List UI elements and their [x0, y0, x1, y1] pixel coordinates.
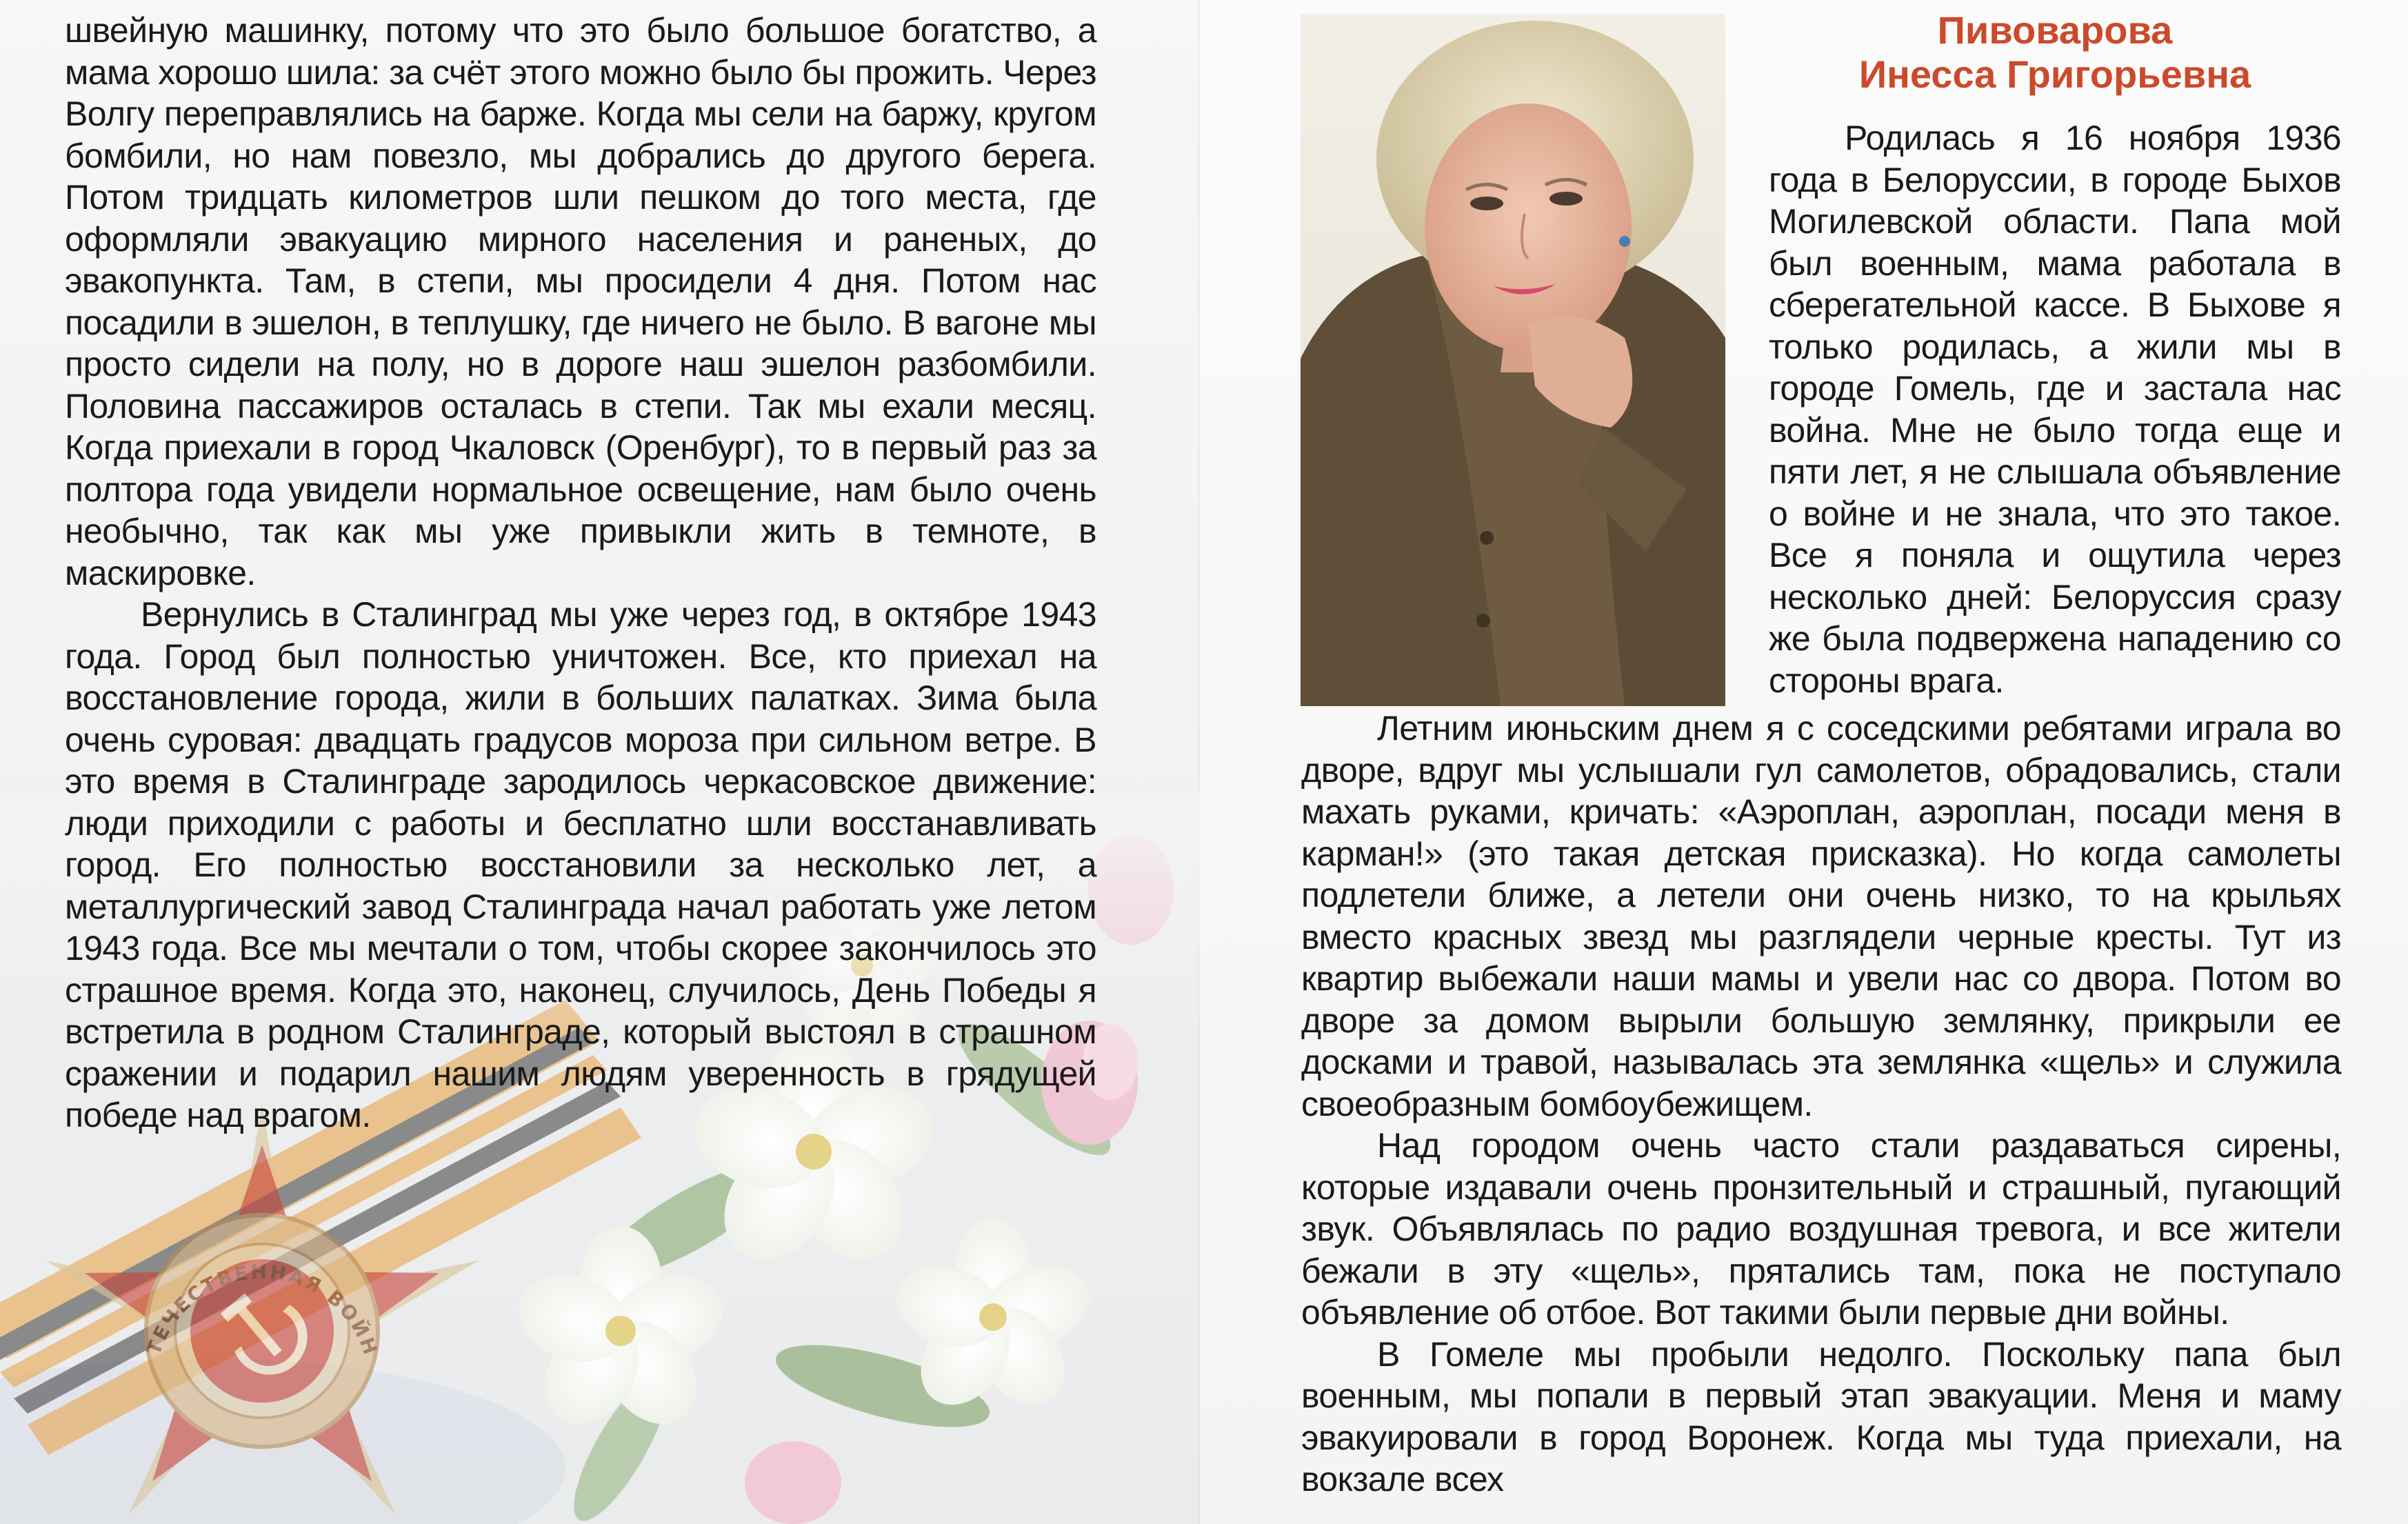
- portrait-photo: [1301, 14, 1725, 706]
- left-page: [0, 0, 1200, 1524]
- right-page: [1200, 0, 2408, 1524]
- person-name-title: [1855, 8, 2255, 97]
- right-paragraph-3: В Гомеле мы пробыли недолго. Поскольку папа был военным, мы попали в первый этап эвакуации. Меня и маму эвакуировали в город Воронеж. Когда мы туда приехали, на вокзале всех: [1301, 1334, 2341, 1498]
- left-page-text: [65, 10, 1096, 1136]
- intro-text: [1769, 117, 2341, 701]
- first-name-patronymic: Инесса Григорьевна: [1858, 52, 2251, 96]
- left-paragraph-1: швейную машинку, потому что это было большое богатство, а мама хорошо шила: за счёт этого можно было бы прожить. Через Волгу переправлялись на барже. Когда мы сели на баржу, кругом бомбили, но нам повезло, мы добрались до другого берега. Потом тридцать километров шли пешком до того места, где оформляли эвакуацию мирного населения и раненых, до эвакопункта. Там, в степи, мы просидели 4 дня. Потом нас посадили в эшелон, в теплушку, где ничего не было. В вагоне мы просто сидели на полу, но в дороге наш эшелон разбомбили. Половина пассажиров осталась в степи. Так мы ехали месяц. Когда приехали в город Чкаловск (Оренбург), то в первый раз за полтора года увидели нормальное освещение, нам было очень необычно, так как мы уже привыкли жить в темноте, в маскировке.: [65, 11, 1096, 592]
- surname: Пивоварова: [1937, 8, 2173, 52]
- intro-paragraph: Родилась я 16 ноября 1936 года в Белоруссии, в городе Быхов Могилевской области. Папа мой был военным, мама работала в сберегательной кассе. В Быхове я только родилась, а жили мы в городе Гомель, где и застала нас война. Мне не было тогда еще и пяти лет, я не слышала объявление о войне и не знала, что это такое. Все я поняла и ощутила через несколько дней: Белоруссия сразу же была подвержена нападению со стороны врага.: [1769, 119, 2341, 700]
- left-paragraph-2: Вернулись в Сталинград мы уже через год, в октябре 1943 года. Город был полностью уничтожен. Все, кто приехал на восстановление города, жили в больших палатках. Зима была очень суровая: двадцать градусов мороза при сильном ветре. В это время в Сталинграде зародилось черкасовское движение: люди приходили с работы и бесплатно шли восстанавливать город. Его полностью восстановили за несколько лет, а металлургический завод Сталинграда начал работать уже летом 1943 года. Все мы мечтали о том, чтобы скорее закончилось это страшное время. Когда это, наконец, случилось, День Победы я встретила в родном Сталинграде, который выстоял в страшном сражении и подарил нашим людям уверенность в грядущей победе над врагом.: [65, 595, 1096, 1134]
- right-page-text: [1301, 708, 2341, 1501]
- right-paragraph-2: Над городом очень часто стали раздаваться сирены, которые издавали очень пронзительный и страшный, пугающий звук. Объявлялась по радио воздушная тревога, и все жители бежали в эту «щель», прятались там, пока не поступало объявление об отбое. Вот такими были первые дни войны.: [1301, 1126, 2341, 1332]
- right-paragraph-1: Летним июньским днем я с соседскими ребятами играла во дворе, вдруг мы услышали гул самолетов, обрадовались, стали махать руками, кричать: «Аэроплан, аэроплан, посади меня в карман!» (это такая детская присказка). Но когда самолеты подлетели ближе, а летели они очень низко, то на крыльях вместо красных звезд мы разглядели черные кресты. Тут из квартир выбежали наши мамы и увели нас со двора. Потом во дворе за домом вырыли большую землянку, прикрыли ее досками и травой, называлась эта землянка «щель» и служила своеобразным бомбоубежищем.: [1301, 709, 2341, 1123]
